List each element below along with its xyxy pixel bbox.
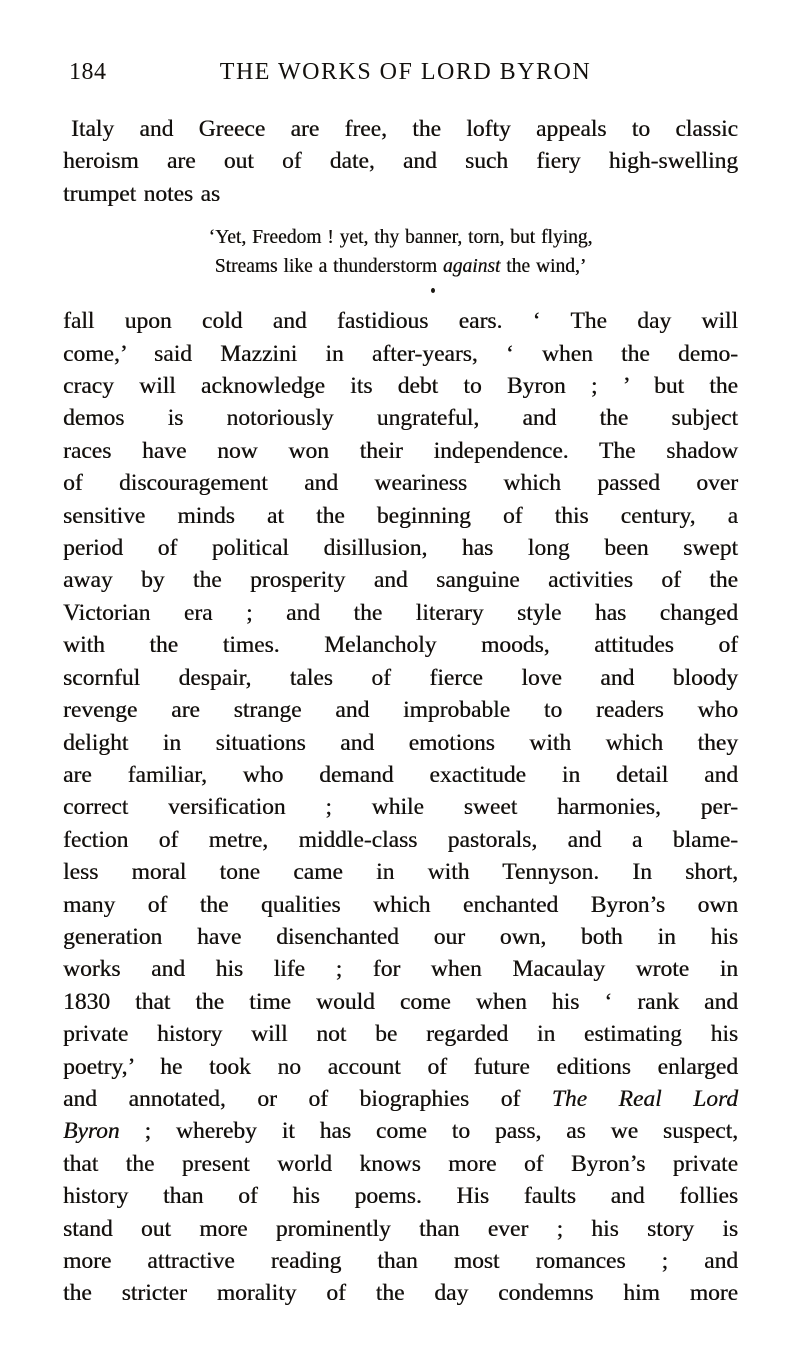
text-line <box>63 856 738 888</box>
text-segment: generation have disenchanted our own, both in his <box>63 923 738 950</box>
text-line <box>63 727 738 759</box>
text-line <box>63 597 738 629</box>
text-line <box>63 1115 738 1147</box>
text-segment: poetry,’ he took no account of future editions enlarged <box>63 1053 738 1080</box>
italic-text: The Real Lord <box>551 1085 738 1112</box>
text-line <box>63 1083 738 1115</box>
text-line <box>63 986 738 1018</box>
text-segment: sensitive minds at the beginning of this century, a <box>63 502 738 529</box>
text-segment: that the present world knows more of Byron’s private <box>63 1150 738 1177</box>
text-segment: correct versification ; while sweet harmonies, per- <box>63 794 738 821</box>
text-segment: revenge are strange and improbable to readers who <box>63 697 738 724</box>
text-segment: Italy and Greece are free, the lofty appeals to classic <box>71 116 738 142</box>
text-segment: many of the qualities which enchanted Byron’s own <box>63 891 738 918</box>
text-line <box>63 1277 738 1309</box>
text-line <box>63 662 738 694</box>
text-segment: come,’ said Mazzini in after-years, ‘ when the demo- <box>63 340 738 367</box>
italic-text: Byron <box>63 1118 120 1145</box>
text-line <box>63 759 738 791</box>
text-segment: fall upon cold and fastidious ears. ‘ The day will <box>63 308 738 335</box>
body-paragraph <box>63 305 738 1310</box>
text-segment: less moral tone came in with Tennyson. In short, <box>63 859 738 886</box>
text-line <box>63 145 738 177</box>
text-line <box>63 953 738 985</box>
text-line <box>63 629 738 661</box>
text-line <box>63 1245 738 1277</box>
text-segment: the wind,’ <box>500 256 587 278</box>
text-segment: stand out more prominently than ever ; his story is <box>63 1215 738 1242</box>
text-segment: races have now won their independence. The shadow <box>63 437 738 464</box>
text-segment: of discouragement and weariness which passed over <box>63 470 738 497</box>
text-segment: are familiar, who demand exactitude in detail and <box>63 761 738 788</box>
italic-text: against <box>442 256 501 278</box>
text-segment: period of political disillusion, has long been swept <box>63 535 738 562</box>
text-line <box>63 223 738 252</box>
text-line <box>63 564 738 596</box>
text-segment: ; whereby it has come to pass, as we suspect, <box>119 1118 738 1145</box>
text-segment: heroism are out of date, and such fiery high-swelling <box>63 148 738 175</box>
text-line <box>63 1051 738 1083</box>
verse-quote <box>63 223 738 281</box>
running-header <box>63 57 738 88</box>
text-segment: 1830 that the time would come when his ‘ rank and <box>63 988 738 1015</box>
text-line <box>63 402 738 434</box>
text-segment: history than of his poems. His faults and follies <box>63 1183 738 1210</box>
text-segment: and annotated, or of biographies of <box>63 1085 552 1112</box>
text-segment: fection of metre, middle-class pastorals, and a blame- <box>63 826 738 853</box>
text-segment: delight in situations and emotions with which they <box>63 729 738 756</box>
text-segment: Streams like a thunderstorm <box>214 256 443 278</box>
text-line <box>63 467 738 499</box>
text-segment: scornful despair, tales of fierce love and bloody <box>63 664 738 691</box>
text-segment: demos is notoriously ungrateful, and the subject <box>63 405 738 432</box>
text-line <box>63 921 738 953</box>
text-line <box>63 791 738 823</box>
text-line <box>63 1213 738 1245</box>
opening-paragraph <box>63 113 738 210</box>
text-line <box>63 889 738 921</box>
running-title: THE WORKS OF LORD BYRON <box>219 59 592 85</box>
text-line <box>63 178 738 210</box>
text-line <box>63 1148 738 1180</box>
text-line <box>63 113 738 145</box>
text-line <box>63 824 738 856</box>
scan-speck <box>431 288 435 293</box>
text-segment: cracy will acknowledge its debt to Byron ; ’ but the <box>63 373 738 400</box>
text-segment: trumpet notes as <box>63 180 221 207</box>
text-column <box>63 0 738 1310</box>
text-segment: Victorian era ; and the literary style has changed <box>63 599 738 626</box>
text-segment: the stricter morality of the day condemns him more <box>63 1280 738 1307</box>
text-line <box>63 1018 738 1050</box>
text-segment: private history will not be regarded in estimating his <box>63 1021 738 1048</box>
text-line <box>63 1180 738 1212</box>
text-line <box>63 252 738 281</box>
text-line <box>63 370 738 402</box>
page-number: 184 <box>69 59 107 85</box>
text-segment: away by the prosperity and sanguine activities of the <box>63 567 738 594</box>
text-line <box>63 338 738 370</box>
text-segment: with the times. Melancholy moods, attitudes of <box>63 632 738 659</box>
text-line <box>63 435 738 467</box>
text-segment: more attractive reading than most romances ; and <box>63 1248 738 1274</box>
text-line <box>63 500 738 532</box>
text-line <box>63 532 738 564</box>
text-line <box>63 694 738 726</box>
text-line <box>63 305 738 337</box>
text-segment: works and his life ; for when Macaulay wrote in <box>63 956 738 983</box>
text-segment: ‘Yet, Freedom ! yet, thy banner, torn, but flying, <box>208 227 593 249</box>
